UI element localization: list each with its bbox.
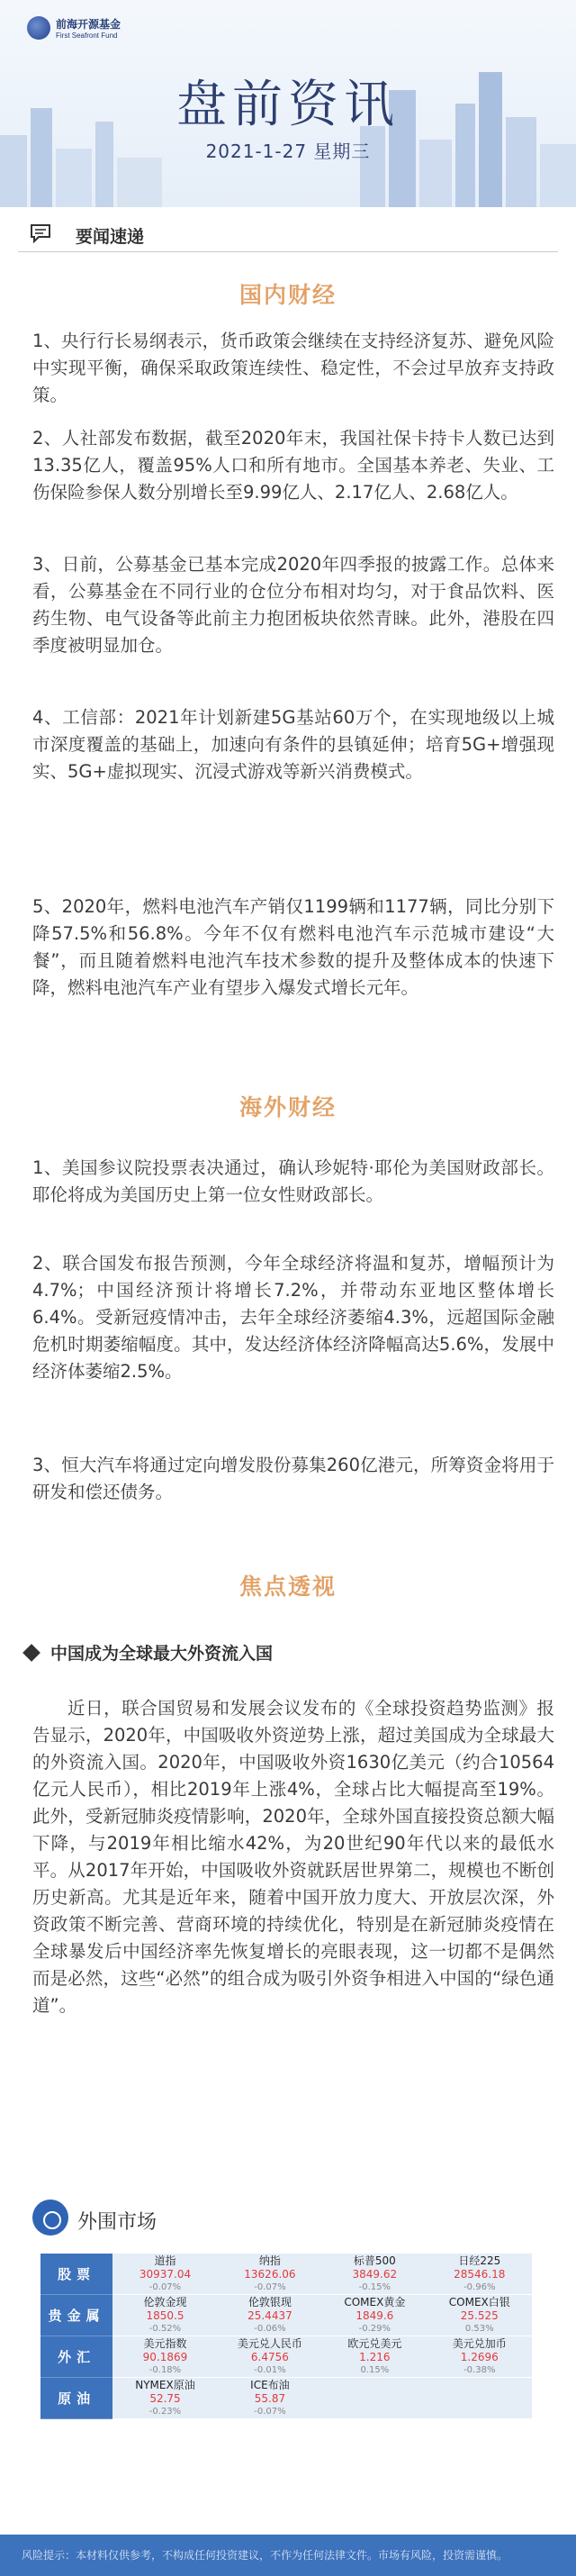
market-index-change: -0.29% <box>358 2324 392 2334</box>
market-row <box>40 2378 532 2419</box>
market-cell <box>112 2336 217 2378</box>
market-index-value: 52.75 <box>149 2392 181 2405</box>
market-cell <box>428 2378 532 2419</box>
chat-bubble-icon <box>29 222 52 245</box>
market-index-change: -0.23% <box>148 2407 182 2417</box>
diamond-bullet-icon <box>22 1644 40 1662</box>
market-index-value: 55.87 <box>254 2392 286 2405</box>
market-index-name: 欧元兑美元 <box>347 2337 402 2350</box>
market-index-value: 6.4756 <box>250 2351 289 2363</box>
market-index-value: 1849.6 <box>356 2309 394 2322</box>
market-cell <box>322 2378 427 2419</box>
market-index-name: 纳指 <box>258 2254 281 2267</box>
market-cell <box>322 2254 427 2295</box>
market-index-value: 1850.5 <box>146 2309 184 2322</box>
header-banner <box>0 0 576 207</box>
market-index-value: 30937.04 <box>139 2268 192 2281</box>
market-index-name: 道指 <box>154 2254 176 2267</box>
domestic-item: 4、工信部：2021年计划新建5G基站60万个，在实现地级以上城市深度覆盖的基础上，加速向有条件的县镇延伸；培育5G+增强现实、5G+虚拟现实、沉浸式游戏等新兴消费模式。 <box>32 707 554 782</box>
market-index-value: 13626.06 <box>244 2268 296 2281</box>
market-index-value: 28546.18 <box>454 2268 506 2281</box>
market-cell <box>218 2254 322 2295</box>
market-cell <box>218 2336 322 2378</box>
focus-headline: 中国成为全球最大外资流入国 <box>50 1644 274 1664</box>
market-cell <box>428 2254 532 2295</box>
overseas-item: 1、美国参议院投票表决通过，确认珍妮特·耶伦为美国财政部长。耶伦将成为美国历史上第一位女性财政部长。 <box>32 1157 554 1205</box>
market-index-value: 90.1869 <box>142 2351 188 2363</box>
brand-logo <box>27 16 121 40</box>
market-index-change: -0.07% <box>148 2282 182 2292</box>
market-index-value: 25.525 <box>460 2309 499 2322</box>
market-index-value: 1.216 <box>359 2351 391 2363</box>
market-cell <box>428 2295 532 2336</box>
market-index-name: 标普500 <box>353 2254 396 2267</box>
footer-bar <box>0 2535 576 2576</box>
market-index-change: -0.38% <box>464 2365 496 2375</box>
focus-body: 近日，联合国贸易和发展会议发布的《全球投资趋势监测》报告显示，2020年，中国吸收外资逆势上涨，超过美国成为全球最大的外资流入国。2020年，中国吸收外资1630亿美元（约合10564亿元人民币），相比2019年上涨4%，全球占比大幅提高至19%。此外，受新冠肺炎疫情影响，2020年，全球外国直接投资总额大幅下降，与2019年相比缩水42%，为20世纪90年代以来的最低水平。从2017年开始，中国吸收外资就跃居世界第二，规模也不断创历史新高。尤其是近年来，随着中国开放力度大、开放层次深，外资政策不断完善、营商环境的持续优化，特别是在新冠肺炎疫情在全球暴发后中国经济率先恢复增长的亮眼表现，这一切都不是偶然而是必然，这些“必然”的组合成为吸引外资争相进入中国的“绿色通道”。 <box>32 1698 554 2016</box>
market-index-value: 25.4437 <box>248 2309 292 2322</box>
focus-headline-row <box>18 1637 558 1670</box>
market-cell <box>112 2378 217 2419</box>
section-title: 要闻速递 <box>76 227 145 247</box>
market-table <box>40 2254 532 2419</box>
page-title: 盘前资讯 <box>176 76 400 134</box>
market-index-name: 日经225 <box>458 2254 501 2267</box>
risk-disclaimer: 风险提示：本材料仅供参考，不构成任何投资建议，不作为任何法律文件。市场有风险，投资需谨慎。 <box>22 2549 508 2562</box>
domestic-item: 1、央行行长易纲表示，货币政策会继续在支持经济复苏、避免风险中实现平衡，确保采取政策连续性、稳定性，不会过早放弃支持政策。 <box>32 331 554 405</box>
domestic-item: 5、2020年，燃料电池汽车产销仅1199辆和1177辆，同比分别下降57.5%和56.8%。今年不仅有燃料电池汽车示范城市建设“大餐”，而且随着燃料电池汽车技术参数的提升及整体成本的快速下降，燃料电池汽车产业有望步入爆发式增长元年。 <box>32 896 554 998</box>
overseas-news-title: 海外财经 <box>238 1094 337 1120</box>
market-cell <box>322 2295 427 2336</box>
market-index-change: -0.07% <box>254 2407 286 2417</box>
market-row <box>40 2254 532 2295</box>
focus-title: 焦点透视 <box>238 1574 337 1600</box>
market-cell <box>112 2295 217 2336</box>
market-index-name: 伦敦金现 <box>143 2296 187 2308</box>
market-index-name: 美元兑人民币 <box>237 2337 302 2350</box>
market-index-name: NYMEX原油 <box>135 2379 195 2391</box>
logo-globe-icon <box>27 16 50 40</box>
market-index-name: 伦敦银现 <box>248 2296 292 2308</box>
market-row <box>40 2336 532 2378</box>
market-index-name: COMEX白银 <box>448 2296 510 2308</box>
market-index-change: -0.52% <box>148 2324 182 2334</box>
market-index-name: COMEX黄金 <box>344 2296 406 2308</box>
market-index-name: ICE布油 <box>250 2379 290 2391</box>
market-cell <box>218 2295 322 2336</box>
market-title: 外围市场 <box>77 2211 158 2234</box>
market-index-value: 1.2696 <box>460 2351 499 2363</box>
market-index-value: 3849.62 <box>352 2268 398 2281</box>
brand-name-en: First Seafront Fund <box>56 32 118 40</box>
page-date: 2021-1-27 星期三 <box>205 141 371 162</box>
market-category: 贵金属 <box>40 2295 112 2336</box>
market-index-change: -0.01% <box>254 2365 286 2375</box>
market-cell <box>322 2336 427 2378</box>
market-index-change: -0.06% <box>254 2324 286 2334</box>
section-header <box>18 216 558 252</box>
market-cell <box>218 2378 322 2419</box>
market-index-change: -0.96% <box>464 2282 496 2292</box>
market-index-change: 0.15% <box>360 2365 390 2375</box>
overseas-item: 3、恒大汽车将通过定向增发股份募集260亿港元，所筹资金将用于研发和偿还债务。 <box>32 1455 554 1502</box>
domestic-item: 2、人社部发布数据，截至2020年末，我国社保卡持卡人数已达到13.35亿人，覆盖95%人口和所有地市。全国基本养老、失业、工伤保险参保人数分别增长至9.99亿人、2.17亿人、2.68亿人。 <box>32 428 554 503</box>
market-index-change: 0.53% <box>464 2324 494 2334</box>
market-globe-icon <box>32 2200 68 2236</box>
domestic-news-title: 国内财经 <box>238 282 337 308</box>
market-index-name: 美元兑加币 <box>452 2337 507 2350</box>
market-cell <box>112 2254 217 2295</box>
domestic-item: 3、日前，公募基金已基本完成2020年四季报的披露工作。总体来看，公募基金在不同行业的仓位分布相对均匀，对于食品饮料、医药生物、电气设备等此前主力抱团板块依然青睐。此外，港股在四季度被明显加仓。 <box>32 554 554 656</box>
market-index-change: -0.15% <box>358 2282 392 2292</box>
market-index-change: -0.07% <box>254 2282 286 2292</box>
market-index-name: 美元指数 <box>143 2337 187 2350</box>
brand-name-cn: 前海开源基金 <box>56 18 122 31</box>
overseas-item: 2、联合国发布报告预测，今年全球经济将温和复苏，增幅预计为4.7%；中国经济预计将增长7.2%，并带动东亚地区整体增长6.4%。受新冠疫情冲击，去年全球经济萎缩4.3%，远超国际金融危机时期萎缩幅度。其中，发达经济体经济降幅高达5.6%，发展中经济体萎缩2.5%。 <box>32 1253 554 1382</box>
market-row <box>40 2295 532 2336</box>
market-index-change: -0.18% <box>148 2365 182 2375</box>
market-category: 外汇 <box>40 2336 112 2378</box>
market-category: 原油 <box>40 2378 112 2419</box>
market-cell <box>428 2336 532 2378</box>
market-header <box>18 2187 558 2241</box>
market-category: 股票 <box>40 2254 112 2295</box>
